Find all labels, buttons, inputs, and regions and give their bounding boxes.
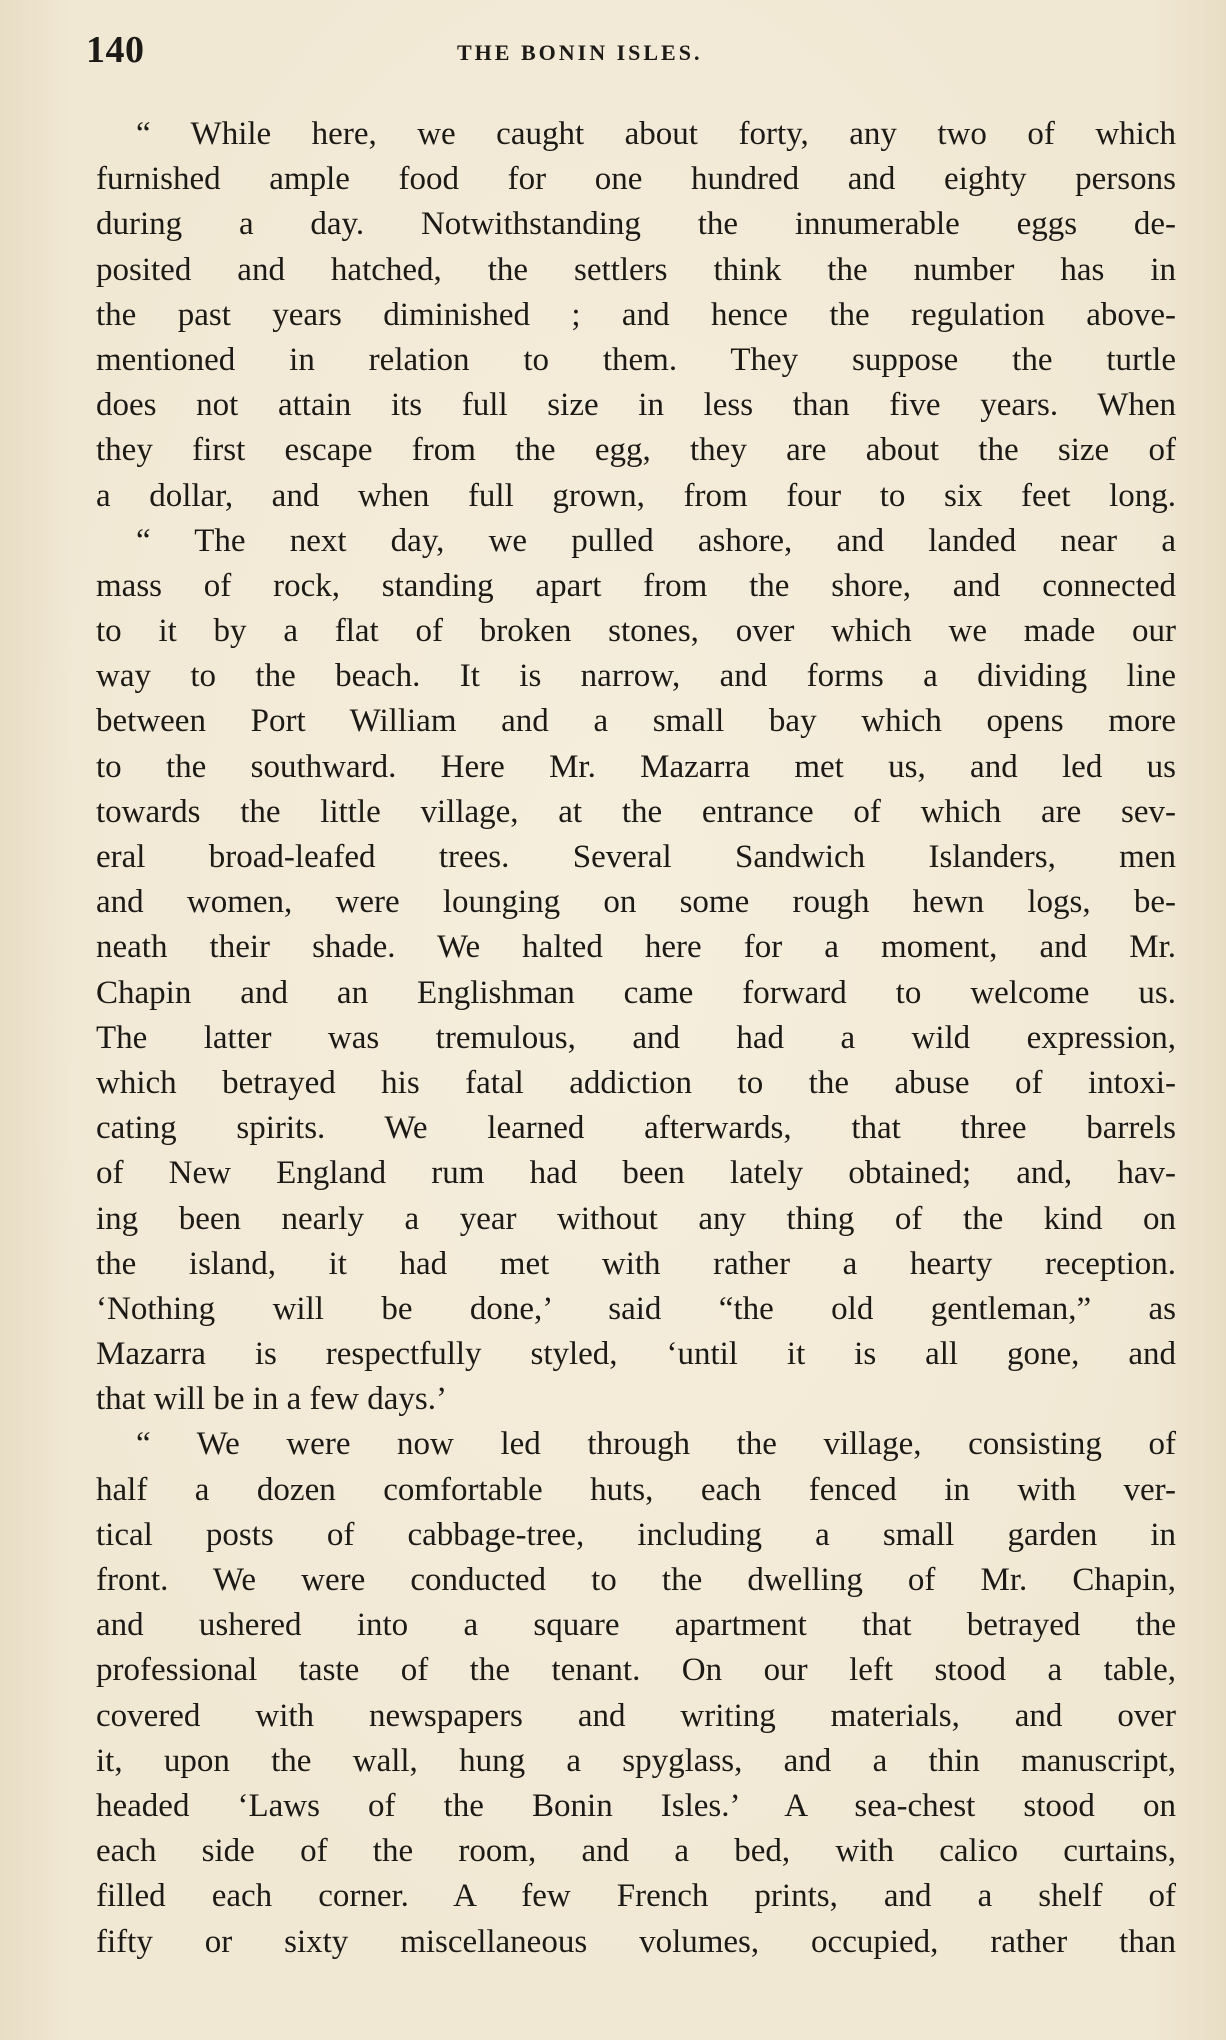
text-line: mass of rock, standing apart from the shore, and connected — [96, 567, 1176, 604]
text-line: mentioned in relation to them. They suppose the turtle — [96, 341, 1176, 378]
running-head — [86, 28, 1166, 78]
body-text — [96, 112, 1176, 1965]
text-line: “ The next day, we pulled ashore, and landed near a — [136, 522, 1176, 559]
text-line: front. We were conducted to the dwelling of Mr. Chapin, — [96, 1562, 1176, 1598]
text-line: which betrayed his fatal addiction to the abuse of intoxi- — [96, 1064, 1176, 1101]
text-line: eral broad-leafed trees. Several Sandwich Islanders, men — [96, 839, 1176, 875]
text-line: furnished ample food for one hundred and eighty persons — [96, 161, 1176, 198]
text-line: does not attain its full size in less than five years. When — [96, 387, 1176, 424]
text-line: during a day. Notwithstanding the innumerable eggs de- — [96, 206, 1176, 243]
text-line: it, upon the wall, hung a spyglass, and a thin manuscript, — [96, 1742, 1176, 1779]
text-line: posited and hatched, the settlers think the number has in — [96, 251, 1176, 288]
text-line: the past years diminished ; and hence the regulation above- — [96, 296, 1176, 333]
text-line: towards the little village, at the entrance of which are sev- — [96, 793, 1176, 830]
text-line: “ While here, we caught about forty, any two of which — [136, 116, 1176, 152]
text-line: and ushered into a square apartment that betrayed the — [96, 1607, 1176, 1644]
text-line: filled each corner. A few French prints, and a shelf of — [96, 1878, 1176, 1915]
text-line: to it by a flat of broken stones, over which we made our — [96, 613, 1176, 650]
text-line: fifty or sixty miscellaneous volumes, occupied, rather than — [96, 1923, 1176, 1960]
text-line: of New England rum had been lately obtained; and, hav- — [96, 1155, 1176, 1192]
text-line: they first escape from the egg, they are about the size of — [96, 432, 1176, 469]
text-line: each side of the room, and a bed, with calico curtains, — [96, 1833, 1176, 1870]
text-line: between Port William and a small bay which opens more — [96, 703, 1176, 740]
text-line: Mazarra is respectfully styled, ‘until it is all gone, and — [96, 1336, 1176, 1373]
text-line: “ We were now led through the village, consisting of — [136, 1426, 1176, 1463]
running-title: THE BONIN ISLES. — [457, 40, 703, 65]
text-line: way to the beach. It is narrow, and forms a dividing line — [96, 658, 1176, 695]
text-line: headed ‘Laws of the Bonin Isles.’ A sea-chest stood on — [96, 1787, 1176, 1824]
text-line: neath their shade. We halted here for a moment, and Mr. — [96, 929, 1176, 966]
text-line: covered with newspapers and writing materials, and over — [96, 1697, 1176, 1734]
text-line: a dollar, and when full grown, from four to six feet long. — [96, 477, 1176, 514]
text-line: half a dozen comfortable huts, each fenced in with ver- — [96, 1471, 1176, 1508]
text-line: tical posts of cabbage-tree, including a small garden in — [96, 1516, 1176, 1553]
text-line: to the southward. Here Mr. Mazarra met us, and led us — [96, 748, 1176, 785]
text-line: The latter was tremulous, and had a wild expression, — [96, 1019, 1176, 1056]
text-line: the island, it had met with rather a hearty reception. — [96, 1245, 1176, 1282]
text-line: cating spirits. We learned afterwards, that three barrels — [96, 1110, 1176, 1147]
page-number: 140 — [86, 29, 145, 71]
text-line: ‘Nothing will be done,’ said “the old gentleman,” as — [96, 1290, 1176, 1327]
text-line: and women, were lounging on some rough hewn logs, be- — [96, 884, 1176, 921]
text-line: that will be in a few days.’ — [96, 1381, 447, 1418]
text-line: professional taste of the tenant. On our left stood a table, — [96, 1652, 1176, 1689]
text-line: ing been nearly a year without any thing of the kind on — [96, 1200, 1176, 1237]
text-line: Chapin and an Englishman came forward to welcome us. — [96, 974, 1176, 1011]
